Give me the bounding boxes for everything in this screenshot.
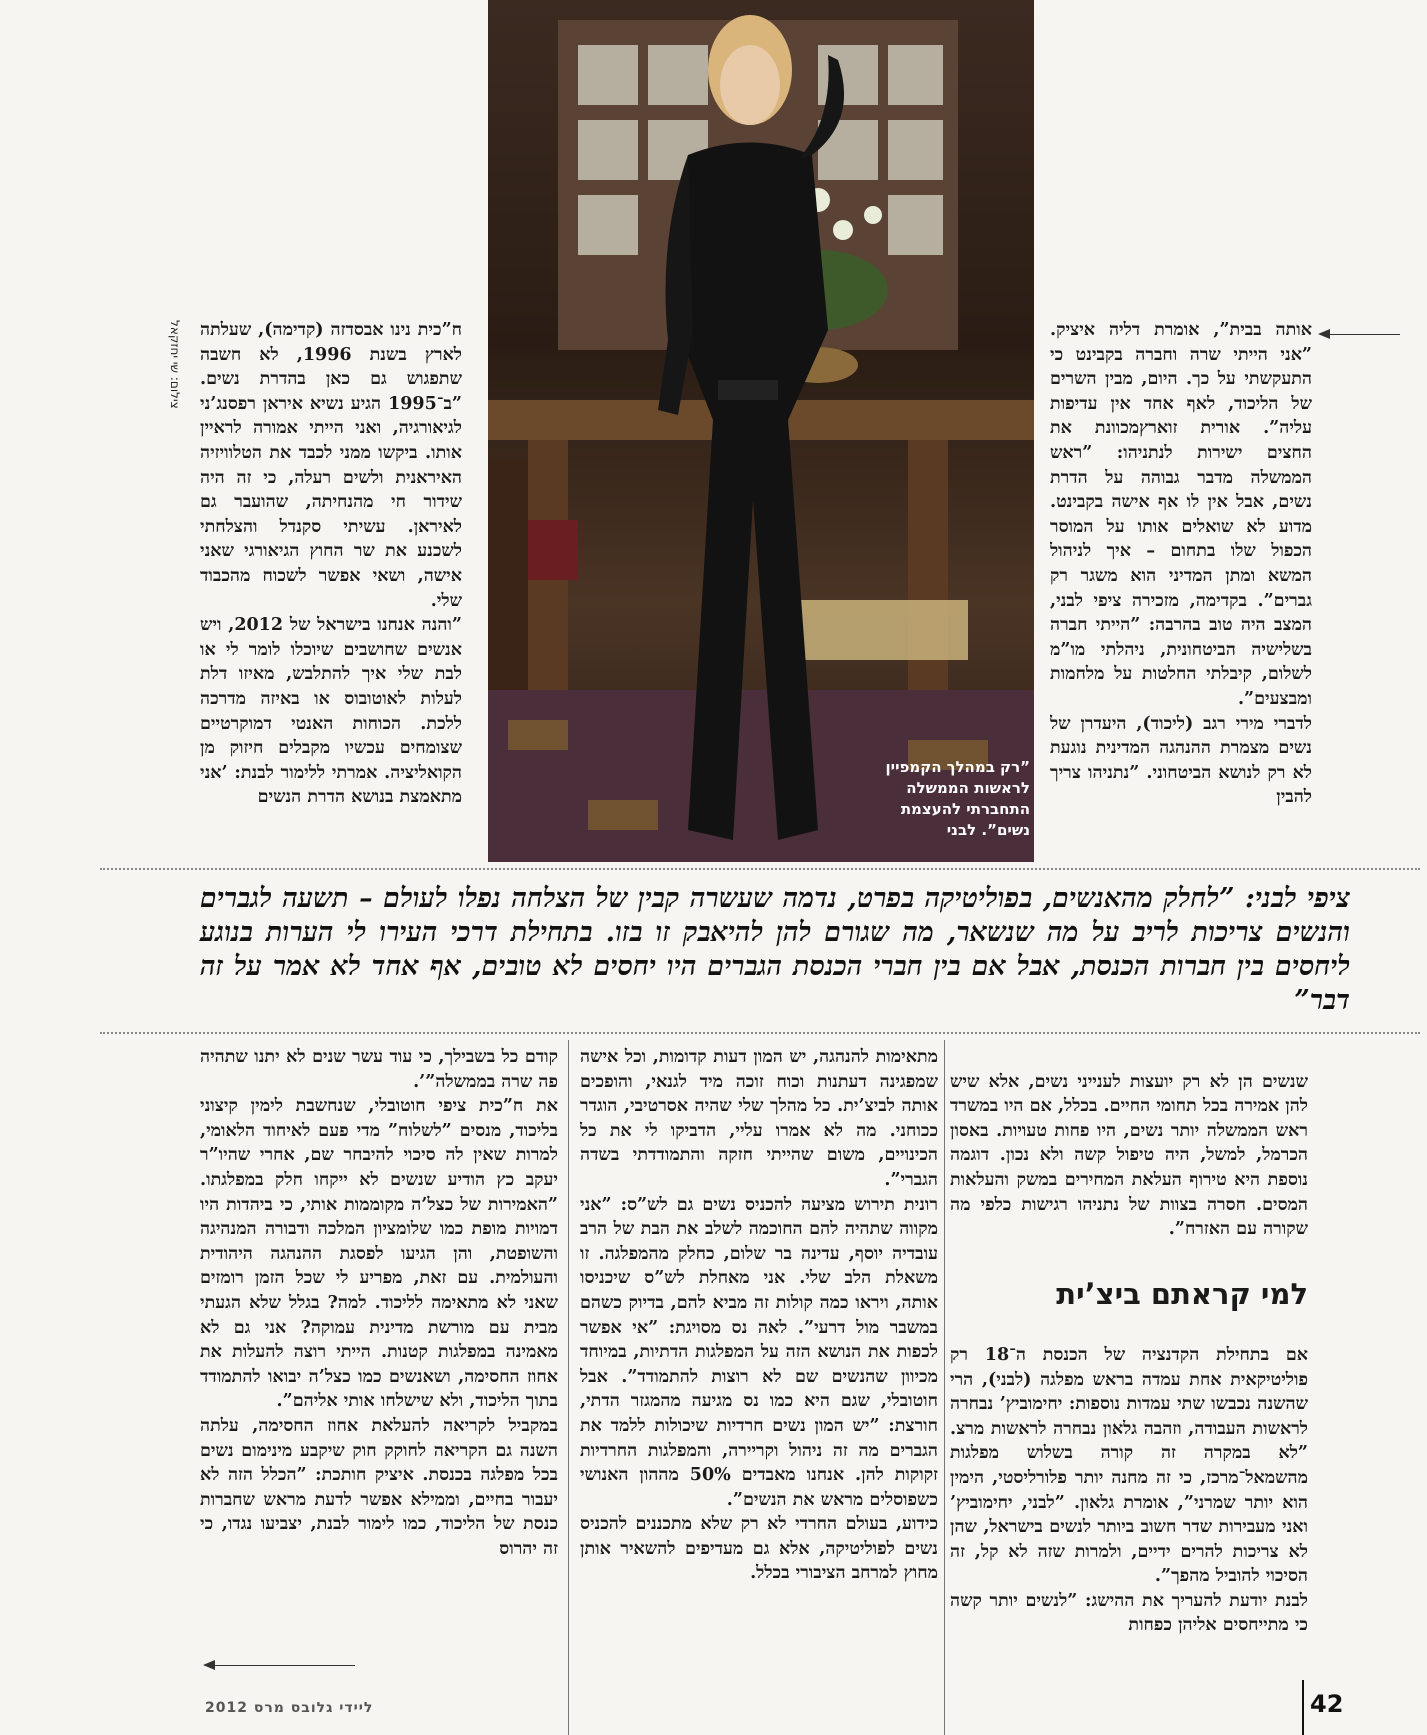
paragraph: שנשים הן לא רק יועצות לענייני נשים, אלא שיש להן אמירה בכל תחומי החיים. בכלל, אם היו במשרד ראש הממשלה יותר נשים, היו פחות טעויות. באסון הכרמל, למשל, היה טיפול קשה ולא נכון. דוגמה נוספת היא טירוף העלאת המחירים במשק והעלאות המסים. חסרה בצוות של נתניהו רגישות כלפי מה שקורה עם האזרח”. (950, 1071, 1308, 1240)
section-subhead: למי קראתם ביצ’ית (1056, 1277, 1308, 1312)
photo-caption: ”רק במהלך הקמפיין לראשות הממשלה התחברתי להעצמת נשים”. לבני (885, 758, 1030, 839)
column-divider (568, 1040, 569, 1735)
pull-quote: ציפי לבני: ”לחלק מהאנשים, בפוליטיקה בפרט, נדמה שעשרה קבין של הצלחה נפלו לעולם – תשעה לגברים והנשים צריכות לריב על מה שנשאר, מה שגורם להן להיאבק זו בזו. בתחילת דרכי העירו לי הערות בנוגע ליחסים בין חברות הכנסת, אבל אם בין חברי הכנסת הגברים היו יחסים לא טובים, אף אחד לא אמר על זה דבר” (200, 883, 1350, 1016)
article-column-top-left: ח”כית נינו אבסדזה (קדימה), שעלתה לארץ בשנת 1996, לא חשבה שתפגוש גם כאן בהדרת נשים. ”ב־1995 הגיע נשיא איראן רפסנג’ני לגיאורגיה, ואני הייתי אמורה לראיין אותו. ביקשו ממני לכבד את הטלוויזיה האיראנית ולשים רעלה, כי זה היה שידור חי מהנחיתה, שהועבר גם לאיראן. עשיתי סקנדל והצלחתי לשכנע את שר החוץ הגיאורגי שאני אישה, ושאי אפשר לשכוח מהכבוד שלי. ”והנה אנחנו בישראל של 2012, ויש אנשים שחושבים שיוכלו לומר לי או לבת שלי איך להתלבש, מאיזו דלת לעלות לאוטובוס או באיזה מדרכה ללכת. הכוחות האנטי דמוקרטיים שצומחים עכשיו מקבלים חיזוק מן הקואליציה. אמרתי ללימור לבנת: ’אני מתאמצת בנושא הדרת הנשים (200, 320, 462, 808)
page-number-bar (1302, 1680, 1304, 1735)
dotted-divider-bottom (100, 1032, 1420, 1034)
photo-credit: צילום: שי יחזקאל (168, 320, 182, 409)
continue-arrow-icon (205, 1665, 355, 1666)
publication-footer: ליידי גלובס מרס 2012 (205, 1700, 374, 1716)
article-column-bottom-right (950, 1045, 1308, 1675)
paragraph: אם בתחילת הקדנציה של הכנסת ה־18 רק פוליטיקאית אחת עמדה בראש מפלגה (לבני), הרי שהשנה נכבשו שתי עמדות נוספות: יחימוביץ’ נבחרה לראשות העבודה, וזהבה גלאון נבחרה לראשות מרצ. ”לא במקרה זה קורה בשלוש מפלגות מהשמאל־מרכז, כי זה מחנה יותר פלורליסטי, הימין הוא יותר שמרני”, אומרת גלאון. ”לבני, יחימוביץ’ ואני מעבירות שדר חשוב ביותר לנשים בישראל, שהן לא צריכות להרים ידיים, ולמרות שזה לא קל, זה הסיכוי להוביל מהפך”. לבנת יודעת להעריך את ההישג: ”לנשים יותר קשה כי מתייחסים אליהן כפחות (950, 1344, 1308, 1636)
continue-arrow-icon (1320, 334, 1400, 335)
photo-illustration (488, 0, 1034, 862)
column-divider (944, 1040, 945, 1735)
article-column-top-right: אותה בבית”, אומרת דליה איציק. ”אני הייתי שרה וחברה בקבינט כי התעקשתי על כך. היום, מבין השרים של הליכוד, לאף אחד אין עדיפות עליה”. אורית זוארץמכוונת את החצים ישירות לנתניהו: ”ראש הממשלה מדבר גבוהה על הדרת נשים, אבל אין לו אף אישה בקבינט. מדוע לא שואלים אותו על המוסר הכפול שלו בתחום – איך לניהול המשא ומתן המדיני הוא משגר רק גברים”. בקדימה, מזכירה ציפי לבני, המצב היה טוב בהרבה: ”הייתי חברה בשלישיה הביטחונית, ניהלתי מו”מ לשלום, קיבלתי החלטות על מלחמות ומבצעים”. לדברי מירי רגב (ליכוד), היעדרן של נשים מצמרת ההנהגה המדינית נוגעת לא רק לנושא הביטחוני. ”נתניהו צריך להבין (1050, 320, 1312, 808)
photo-woman-in-black (488, 0, 1034, 862)
page-number: 42 (1310, 1690, 1344, 1718)
article-column-bottom-middle: מתאימות להנהגה, יש המון דעות קדומות, וכל אישה שמפגינה דעתנות וכוח זוכה מיד לגנאי, והופכים אותה לביצ’ית. כל מהלך שלי שהיה אסרטיבי, הוגדר ככוחני. מה לא אמרו עליי, הדביקו לי את כל הכינויים, משום שהייתי חזקה והתמודדתי בשדה הגברי”. רונית תירוש מציעה להכניס נשים גם לש”ס: ”אני מקווה שתהיה להם החוכמה לשלב את הבת של הרב עובדיה יוסף, עדינה בר שלום, כחלק מהמפלגה. זו משאלת הלב שלי. אני מאחלת לש”ס שיכניסו אותה, ויראו כמה קולות זה מביא להם, בדיוק כשהם במשבר מול דרעי”. לאה נס מסויגת: ”אי אפשר לכפות את הנושא הזה על המפלגות הדתיות, במיוחד מכיוון שהנשים שם לא רוצות להתמודד”. אבל חוטובלי, שגם היא כמו נס מגיעה מהמגזר הדתי, חורצת: ”יש המון נשים חרדיות שיכולות ללמד את הגברים מה זה ניהול וקריירה, והמפלגות החרדיות זקוקות להן. אנחנו מאבדים 50% מההון האנושי כשפוסלים מראש את הנשים”. כידוע, בעולם החרדי לא רק שלא מתכננים להכניס נשים לפוליטיקה, אלא גם מעדיפים להשאיר אותן מחוץ למרחב הציבורי בכלל. (580, 1047, 938, 1584)
dotted-divider-top (100, 868, 1420, 870)
article-column-bottom-left: קודם כל בשבילך, כי עוד עשר שנים לא יתנו שתהיה פה שרה בממשלה”’. את ח”כית ציפי חוטובלי, שנחשבת לימין קיצוני בליכוד, מנסים ”לשלוח” מדי פעם לאיחוד הלאומי, למרות שאין לה סיכוי להיבחר שם, אחרי שהיו”ר יעקב כץ הודיע שנשים לא ייקחו חלק במפלגתו. ”האמירות של כצל’ה מקוממות אותי, כי ביהדות היו דמויות מופת כמו שלומציון המלכה ודבורה המנהיגה והשופטת, והן הגיעו לפסגת ההנהגה היהודית והעולמית. עם זאת, מפריע לי שכל הזמן רומזים שאני לא מתאימה לליכוד. למה? בגלל שלא הגעתי מבית עם מורשת מדינית עמוקה? אני גם לא מאמינה במפלגות קטנות. הייתי רוצה להעלות את אחוז החסימה, ושאנשים כמו כצל’ה יבואו להתמודד בתוך הליכוד, ולא שישלחו אותי אליהם”. במקביל לקריאה להעלאת אחוז החסימה, עלתה השנה גם הקריאה לחוקק חוק שיקבע מינימום נשים בכל מפלגה בכנסת. איציק חותכת: ”הכלל הזה לא יעבור בחיים, וממילא אפשר לדעת מראש שחברות כנסת של הליכוד, כמו לימור לבנת, יצביעו נגדו, כי זה יהרוס (200, 1047, 558, 1559)
